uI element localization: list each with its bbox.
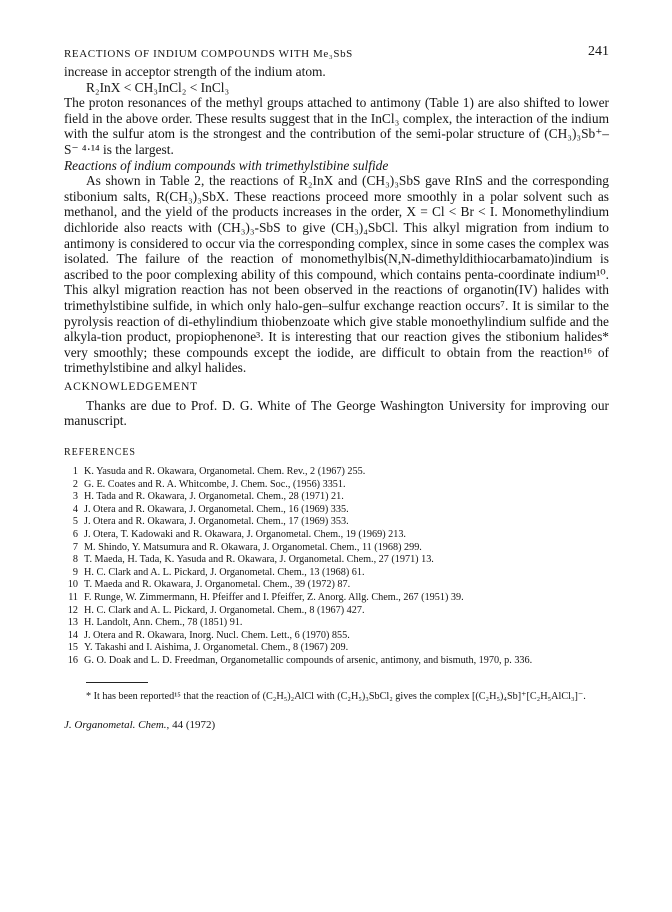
reference-item <box>64 491 609 504</box>
reference-item <box>64 655 609 668</box>
reference-number: 9 <box>72 566 78 578</box>
reference-number: 8 <box>72 554 78 566</box>
reference-item <box>64 529 609 542</box>
reference-text: J. Otera and R. Okawara, J. Organometal. Chem., 17 (1969) 353. <box>84 516 349 528</box>
reference-item <box>64 642 609 655</box>
reference-item <box>64 605 609 618</box>
acceptor-order-formula: R₂InX < CH₃InCl₂ < InCl₃ <box>86 79 230 95</box>
reference-number: 6 <box>72 529 78 541</box>
reference-text: H. Tada and R. Okawara, J. Organometal. Chem., 28 (1971) 21. <box>84 491 344 503</box>
reference-number: 1 <box>72 466 78 478</box>
section-subheading: Reactions of indium compounds with trimethylstibine sulfide <box>64 157 389 173</box>
journal-page <box>64 40 609 731</box>
reference-text: F. Runge, W. Zimmermann, H. Pfeiffer and I. Pfeiffer, Z. Anorg. Allg. Chem., 267 (1951) 39. <box>84 592 464 603</box>
reference-text: J. Otera and R. Okawara, Inorg. Nucl. Chem. Lett., 6 (1970) 855. <box>84 629 350 641</box>
acknowledgement-heading: ACKNOWLEDGEMENT <box>64 380 199 393</box>
reference-text: J. Otera, T. Kadowaki and R. Okawara, J. Organometal. Chem., 19 (1969) 213. <box>84 529 406 541</box>
page-number: 241 <box>588 44 609 59</box>
journal-citation <box>64 719 609 731</box>
reference-number: 3 <box>72 491 78 503</box>
reference-item <box>64 542 609 555</box>
reference-text: T. Maeda and R. Okawara, J. Organometal. Chem., 39 (1972) 87. <box>84 579 351 591</box>
reference-number: 2 <box>72 478 78 490</box>
reference-number: 4 <box>72 503 78 515</box>
reference-list <box>64 466 609 668</box>
reference-number: 11 <box>68 592 78 603</box>
reference-text: H. C. Clark and A. L. Pickard, J. Organometal. Chem., 13 (1968) 61. <box>84 566 365 578</box>
reference-number: 12 <box>67 604 78 616</box>
paragraph-reactions: As shown in Table 2, the reactions of R₂InX and (CH₃)₃SbS gave RInS and the corresponding stibonium salts, R(CH₃)₃SbX. These reactions proceed more smoothly in a polar solvent such as methanol, and the yield of the products increases in the order, X = Cl < Br < I. Monomethylindium dichloride also reacts with (CH₃)₃-SbS to give (CH₃)₄SbCl. This alkyl migration from indium to antimony is considered to occur via the corresponding complex, since in some cases the complex was isolated. The failure of the reaction of monomethylbis(N,N-dimethyldithiocarbamato)indium is ascribed to the poor complexing ability of this compound, which contains penta-coordinate indium¹⁰. This alkyl migration reaction has not been observed in the reactions of organotin(IV) halides with trimethylstibine sulfide, in which only halo-gen–sulfur exchange reaction occurs⁷. It is similar to the pyrolysis reaction of di-ethylindium thiobenzoate which give stable monoethylindium sulfide and the alkyla-tion product, propiophenone³. It is interesting that our reaction gives the stibonium halides* very smoothly; these compounds except the iodide, are difficult to obtain from the reaction¹⁶ of trimethylstibine and alkyl halides. <box>64 173 609 376</box>
reference-text: G. O. Doak and L. D. Freedman, Organometallic compounds of arsenic, antimony, and bismuth, 1970, p. 336. <box>84 654 533 666</box>
reference-number: 10 <box>67 579 78 591</box>
page-header <box>64 40 609 64</box>
journal-name: J. Organometal. Chem., <box>64 718 170 731</box>
reference-number: 13 <box>67 617 78 629</box>
reference-number: 15 <box>67 642 78 654</box>
reference-item <box>64 479 609 492</box>
reference-text: Y. Takashi and I. Aishima, J. Organometal. Chem., 8 (1967) 209. <box>84 642 349 654</box>
reference-number: 14 <box>67 629 78 641</box>
references-heading: REFERENCES <box>64 447 136 459</box>
reference-item <box>64 567 609 580</box>
reference-text: G. E. Coates and R. A. Whitcombe, J. Chem. Soc., (1956) 3351. <box>84 478 346 490</box>
journal-volume: 44 (1972) <box>172 718 216 731</box>
reference-item <box>64 516 609 529</box>
paragraph-acceptor-strength: increase in acceptor strength of the indium atom. <box>64 64 326 79</box>
reference-text: T. Maeda, H. Tada, K. Yasuda and R. Okawara, J. Organometal. Chem., 27 (1971) 13. <box>84 554 434 566</box>
reference-item <box>64 579 609 592</box>
reference-item <box>64 630 609 643</box>
footnote-divider <box>86 682 148 683</box>
reference-item <box>64 617 609 630</box>
paragraph-proton-resonances: The proton resonances of the methyl groups attached to antimony (Table 1) are also shifted to lower field in the above order. These results suggest that in the InCl₃ complex, the interaction of the indium with the sulfur atom is the strongest and the contribution of the semi-polar structure of (CH₃)₃Sb⁺–S⁻ ⁴·¹⁴ is the largest. <box>64 95 609 157</box>
footnote: * It has been reported¹⁵ that the reaction of (C₂H₅)₂AlCl with (C₂H₅)₃SbCl₂ gives the complex [(C₂H₅)₄Sb]⁺[C₂H₅AlCl₃]⁻. <box>86 690 586 702</box>
reference-text: M. Shindo, Y. Matsumura and R. Okawara, J. Organometal. Chem., 11 (1968) 299. <box>84 541 422 553</box>
reference-number: 5 <box>72 516 78 528</box>
reference-text: H. C. Clark and A. L. Pickard, J. Organometal. Chem., 8 (1967) 427. <box>84 604 365 616</box>
reference-item <box>64 504 609 517</box>
reference-item <box>64 466 609 479</box>
reference-text: H. Landolt, Ann. Chem., 78 (1851) 91. <box>84 617 243 629</box>
reference-text: K. Yasuda and R. Okawara, Organometal. Chem. Rev., 2 (1967) 255. <box>84 466 366 478</box>
reference-text: J. Otera and R. Okawara, J. Organometal. Chem., 16 (1969) 335. <box>84 503 349 515</box>
reference-item <box>64 554 609 567</box>
acknowledgement-text: Thanks are due to Prof. D. G. White of The George Washington University for improving our manuscript. <box>64 397 609 429</box>
running-title: REACTIONS OF INDIUM COMPOUNDS WITH Me₃SbS <box>64 48 353 60</box>
reference-number: 7 <box>72 541 78 553</box>
reference-number: 16 <box>67 654 78 666</box>
reference-item <box>64 592 609 605</box>
